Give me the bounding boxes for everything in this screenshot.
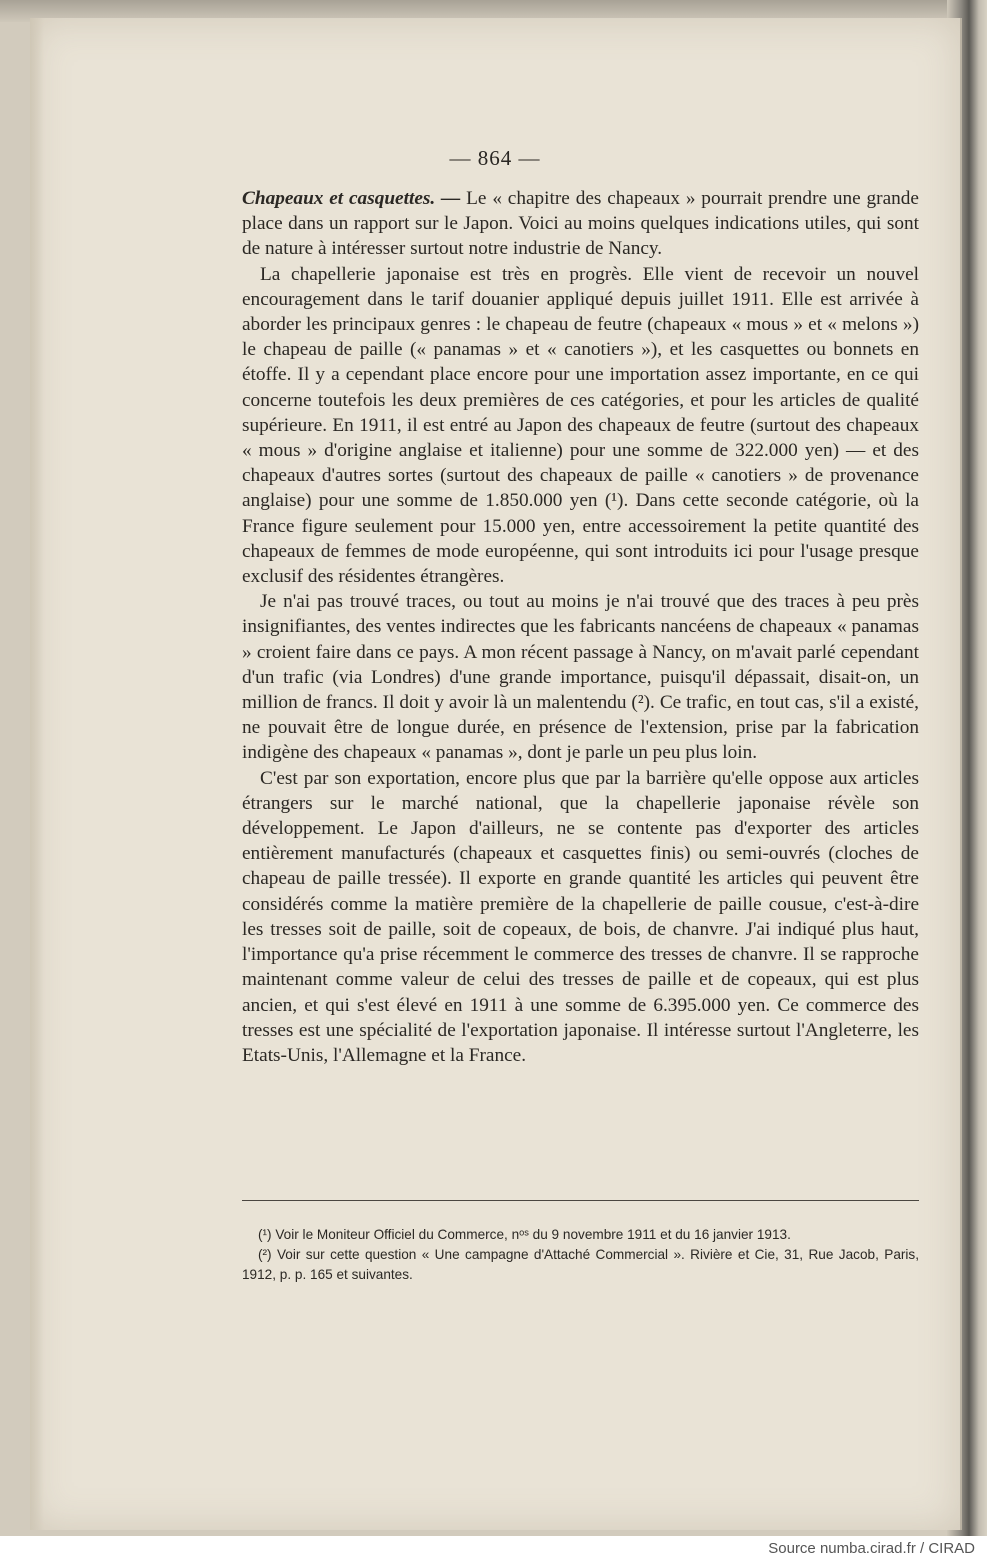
source-credit: Source numba.cirad.fr / CIRAD <box>768 1540 975 1557</box>
section-title: Chapeaux et casquettes. — <box>242 188 461 209</box>
paragraph <box>242 186 919 262</box>
page-number: — 864 — <box>449 146 541 170</box>
footnotes <box>242 1225 919 1285</box>
footnote: (¹) Voir le Moniteur Officiel du Commerce, nᵒˢ du 9 novembre 1911 et du 16 janvier 1913. <box>258 1227 791 1242</box>
book-page <box>30 18 962 1530</box>
article-body <box>242 186 919 1068</box>
paragraph: La chapellerie japonaise est très en progrès. Elle vient de recevoir un nouvel encouragement dans le tarif douanier appliqué depuis juillet 1911. Elle est arrivée à aborder les principaux genres : le chapeau de feutre (chapeaux « mous » et « melons ») le chapeau de paille (« panamas » et « canotiers »), et les casquettes ou bonnets en étoffe. Il y a cependant place encore pour une importation assez importante, en ce qui concerne toutefois les deux premières de ces catégories, et pour les articles de qualité supérieure. En 1911, il est entré au Japon des chapeaux de feutre (surtout des chapeaux « mous » d'origine anglaise et italienne) pour une somme de 322.000 yen) — et des chapeaux d'autres sortes (surtout des chapeaux de paille « canotiers » de provenance anglaise) pour une somme de 1.850.000 yen (¹). Dans cette seconde catégorie, où la France figure seulement pour 15.000 yen, entre accessoirement la petite quantité des chapeaux de femmes de mode européenne, qui sont introduits ici pour l'usage presque exclusif des résidentes étrangères. <box>242 263 919 588</box>
footnote-divider <box>242 1200 919 1201</box>
footnote: (²) Voir sur cette question « Une campagne d'Attaché Commercial ». Rivière et Cie, 31, Rue Jacob, Paris, 1912, p. p. 165 et suivantes. <box>242 1247 919 1282</box>
paragraph-text: Le « chapitre des chapeaux » pourrait prendre une grande place dans un rapport sur le Japon. Voici au moins quelques indications utiles, qui sont de nature à intéresser surtout notre industrie de Nancy. <box>242 188 919 260</box>
paragraph: Je n'ai pas trouvé traces, ou tout au moins je n'ai trouvé que des traces à peu près insignifiantes, des ventes indirectes que les fabricants nancéens de chapeaux « panamas » croient faire dans ce pays. A mon récent passage à Nancy, on m'avait parlé cependant d'un trafic (via Londres) d'une grande importance, puisqu'il dépassait, disait-on, un million de francs. Il doit y avoir là un malentendu (²). Ce trafic, en tout cas, s'il a existé, ne pouvait être de longue durée, en présence de l'extension, prise par la fabrication indigène des chapeaux « panamas », dont je parle un peu plus loin. <box>242 591 919 764</box>
paragraph: C'est par son exportation, encore plus que par la barrière qu'elle oppose aux articles étrangers sur le marché national, que la chapellerie japonaise révèle son développement. Le Japon d'ailleurs, ne se contente pas d'exporter des articles entièrement manufacturés (chapeaux et casquettes finis) ou semi-ouvrés (cloches de chapeau de paille tressée). Il exporte en grande quantité les articles qui peuvent être considérés comme la matière première de la chapellerie de paille cousue, c'est-à-dire les tresses soit de paille, soit de copeaux, de bois, de chanvre. J'ai indiqué plus haut, l'importance qu'a prise récemment le commerce des tresses de chanvre. Il se rapproche maintenant comme valeur de celui des tresses de paille et de copeaux, qui est plus ancien, et qui s'est élevé en 1911 à une somme de 6.395.000 yen. Ce commerce des tresses est une spécialité de l'exportation japonaise. Il intéresse surtout l'Angleterre, les Etats-Unis, l'Allemagne et la France. <box>242 767 919 1066</box>
